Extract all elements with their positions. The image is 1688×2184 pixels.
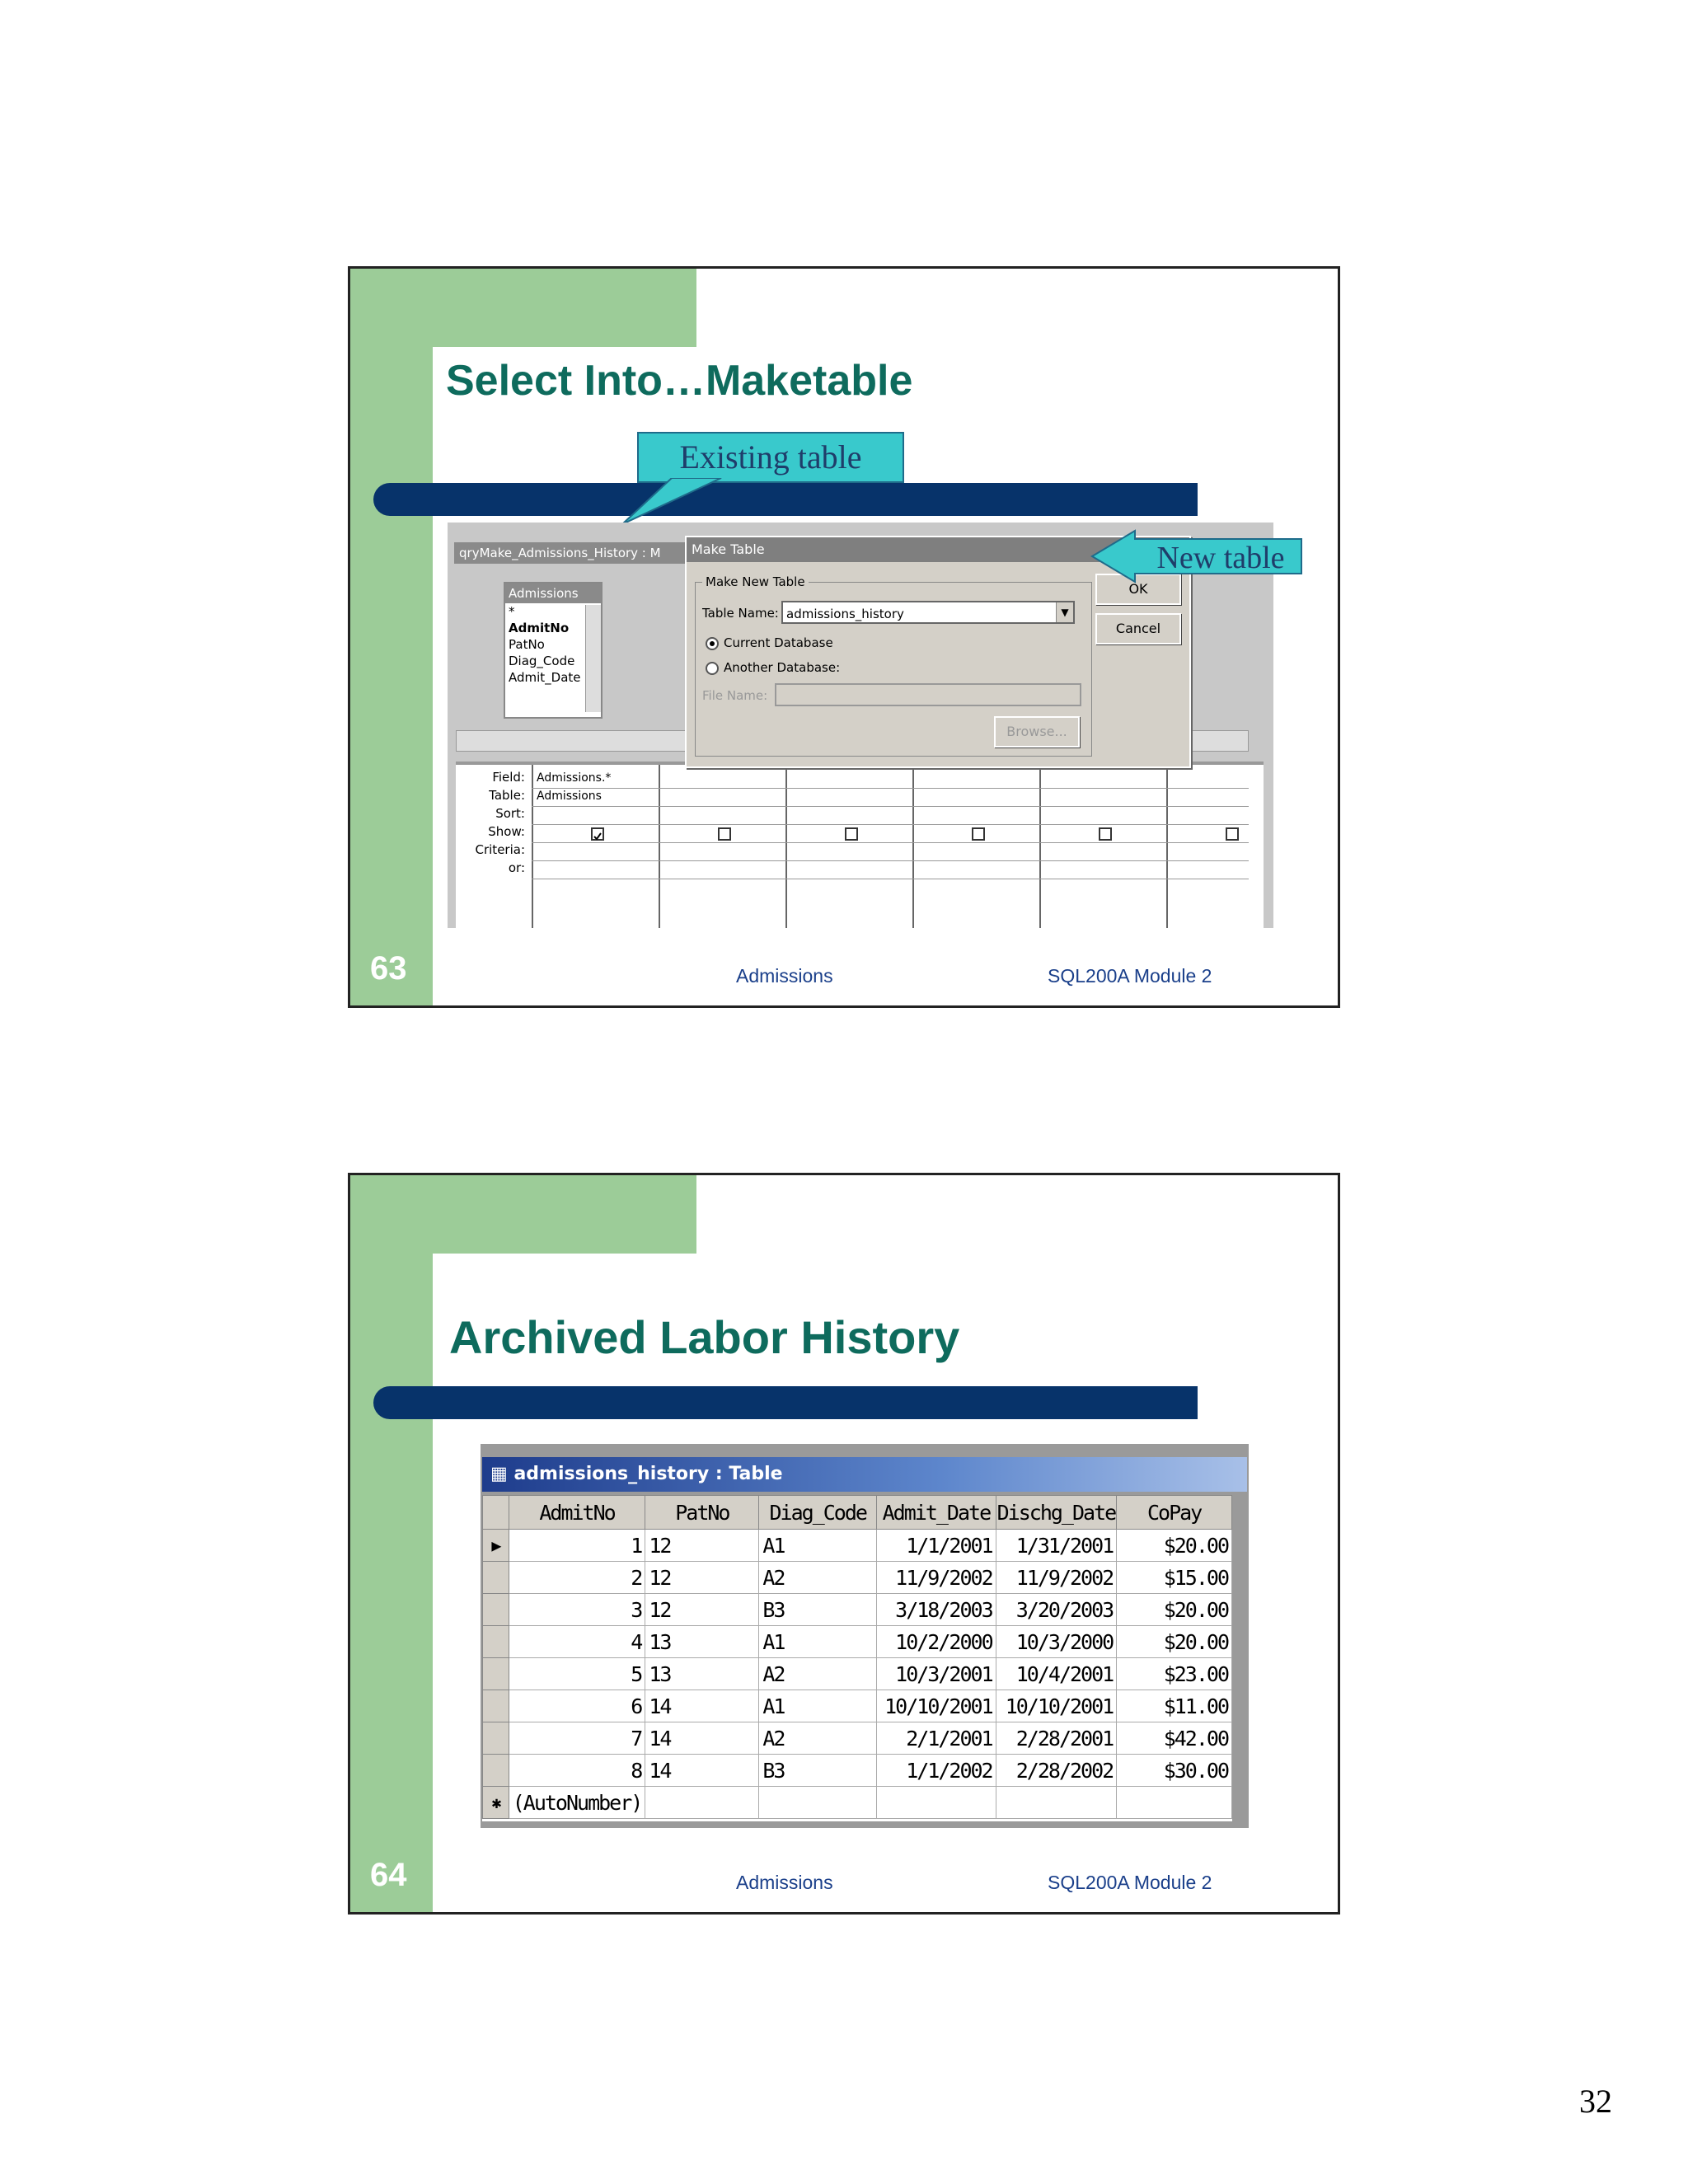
- cell-copay[interactable]: $15.00: [1117, 1562, 1232, 1594]
- cell-copay[interactable]: $20.00: [1117, 1594, 1232, 1626]
- column-header[interactable]: Admit_Date: [877, 1496, 996, 1530]
- footer-center: Admissions: [736, 1872, 833, 1893]
- admissions-history-table: [482, 1495, 1232, 1819]
- cell-dischg-date[interactable]: 1/31/2001: [996, 1530, 1117, 1562]
- show-checkbox[interactable]: [845, 827, 858, 841]
- cell-dischg-date[interactable]: 10/3/2000: [996, 1626, 1117, 1658]
- grid-table-value[interactable]: Admissions: [537, 790, 602, 803]
- row-selector[interactable]: [483, 1755, 509, 1787]
- grid-column[interactable]: [659, 765, 787, 928]
- table-row[interactable]: [483, 1562, 1232, 1594]
- grid-line: [532, 860, 1249, 861]
- table-row[interactable]: [483, 1530, 1232, 1562]
- cell-admitno[interactable]: 1: [509, 1530, 645, 1562]
- cell-copay[interactable]: $30.00: [1117, 1755, 1232, 1787]
- current-database-label: Current Database: [724, 635, 833, 650]
- row-selector[interactable]: [483, 1594, 509, 1626]
- grid-column[interactable]: [1039, 765, 1168, 928]
- grid-label-or: or:: [508, 860, 525, 875]
- green-side-band: [350, 1175, 433, 1912]
- cell-admitno[interactable]: 6: [509, 1690, 645, 1722]
- row-selector[interactable]: [483, 1722, 509, 1755]
- empty-cell[interactable]: [645, 1787, 759, 1819]
- cell-admitno[interactable]: 2: [509, 1562, 645, 1594]
- cell-admit-date[interactable]: 2/1/2001: [877, 1722, 996, 1755]
- cell-dischg-date[interactable]: 11/9/2002: [996, 1562, 1117, 1594]
- field-list-item[interactable]: PatNo: [509, 637, 545, 652]
- cell-patno[interactable]: 14: [645, 1690, 759, 1722]
- new-record-icon[interactable]: ✱: [483, 1787, 509, 1819]
- grid-label-field: Field:: [492, 770, 525, 785]
- slide-number: 63: [370, 950, 407, 987]
- slide-title: Archived Labor History: [449, 1311, 960, 1363]
- field-list-title: Admissions: [505, 583, 601, 603]
- grid-label-table: Table:: [489, 788, 525, 803]
- show-checkbox[interactable]: [591, 827, 604, 841]
- new-record-row[interactable]: [483, 1787, 1232, 1819]
- page-number: 32: [1579, 2083, 1612, 2120]
- cell-diag-code[interactable]: A1: [759, 1530, 877, 1562]
- another-database-label: Another Database:: [724, 660, 841, 675]
- cell-copay[interactable]: $42.00: [1117, 1722, 1232, 1755]
- footer-center: Admissions: [736, 965, 833, 987]
- cell-admit-date[interactable]: 10/3/2001: [877, 1658, 996, 1690]
- cell-admitno[interactable]: 7: [509, 1722, 645, 1755]
- cell-diag-code[interactable]: A2: [759, 1722, 877, 1755]
- cell-dischg-date[interactable]: 2/28/2002: [996, 1755, 1117, 1787]
- table-name-label: Table Name:: [702, 606, 779, 621]
- row-selector[interactable]: [483, 1562, 509, 1594]
- cell-patno[interactable]: 12: [645, 1562, 759, 1594]
- existing-table-callout: Existing table: [637, 432, 904, 483]
- cell-patno[interactable]: 13: [645, 1658, 759, 1690]
- cell-admitno[interactable]: 4: [509, 1626, 645, 1658]
- new-table-callout: New table: [1156, 541, 1285, 575]
- slide-title: Select Into…Maketable: [446, 357, 913, 405]
- cell-diag-code[interactable]: A2: [759, 1658, 877, 1690]
- cell-patno[interactable]: 14: [645, 1722, 759, 1755]
- table-row[interactable]: [483, 1658, 1232, 1690]
- autonumber-cell[interactable]: (AutoNumber): [509, 1787, 645, 1819]
- selector-header: [483, 1496, 509, 1530]
- grid-column[interactable]: [785, 765, 914, 928]
- empty-cell[interactable]: [759, 1787, 877, 1819]
- browse-button[interactable]: Browse...: [994, 716, 1080, 748]
- show-checkbox[interactable]: [1099, 827, 1112, 841]
- empty-cell[interactable]: [996, 1787, 1117, 1819]
- column-header[interactable]: Dischg_Date: [996, 1496, 1117, 1530]
- cancel-button[interactable]: Cancel: [1095, 613, 1181, 644]
- grid-label-show: Show:: [488, 824, 525, 839]
- grid-field-value[interactable]: Admissions.*: [537, 771, 612, 785]
- cell-admitno[interactable]: 5: [509, 1658, 645, 1690]
- cell-admit-date[interactable]: 11/9/2002: [877, 1562, 996, 1594]
- cell-admit-date[interactable]: 10/2/2000: [877, 1626, 996, 1658]
- table-icon: ▦: [490, 1464, 514, 1484]
- green-side-band: [350, 269, 433, 1005]
- show-checkbox[interactable]: [972, 827, 985, 841]
- group-label: Make New Table: [702, 574, 809, 589]
- footer-right: SQL200A Module 2: [1048, 1872, 1212, 1893]
- another-database-radio[interactable]: [706, 662, 719, 675]
- cell-dischg-date[interactable]: 3/20/2003: [996, 1594, 1117, 1626]
- table-row[interactable]: [483, 1722, 1232, 1755]
- table-window-title: [482, 1457, 1247, 1492]
- design-grid: [456, 762, 1264, 928]
- footer-right: SQL200A Module 2: [1048, 965, 1212, 987]
- cell-diag-code[interactable]: B3: [759, 1755, 877, 1787]
- cell-patno[interactable]: 12: [645, 1594, 759, 1626]
- grid-line: [532, 824, 1249, 825]
- title-underline-bar: [373, 1386, 1198, 1419]
- cell-diag-code[interactable]: A1: [759, 1690, 877, 1722]
- column-header[interactable]: PatNo: [645, 1496, 759, 1530]
- table-row[interactable]: [483, 1594, 1232, 1626]
- field-list-item[interactable]: Diag_Code: [509, 654, 575, 668]
- table-name-input[interactable]: [781, 601, 1075, 624]
- chevron-down-icon[interactable]: ▼: [1056, 602, 1073, 622]
- slide-64: [348, 1173, 1340, 1915]
- title-underline-bar: [373, 483, 1198, 516]
- cell-admitno[interactable]: 8: [509, 1755, 645, 1787]
- field-list-scrollbar[interactable]: [585, 605, 601, 712]
- dialog-title: Make Table: [687, 537, 1189, 562]
- cell-patno[interactable]: 12: [645, 1530, 759, 1562]
- grid-column[interactable]: [912, 765, 1041, 928]
- column-header[interactable]: CoPay: [1117, 1496, 1232, 1530]
- admissions-field-list: [504, 582, 603, 719]
- cell-patno[interactable]: 13: [645, 1626, 759, 1658]
- cell-dischg-date[interactable]: 10/4/2001: [996, 1658, 1117, 1690]
- row-selector[interactable]: [483, 1690, 509, 1722]
- cell-copay[interactable]: $20.00: [1117, 1626, 1232, 1658]
- cell-admit-date[interactable]: 10/10/2001: [877, 1690, 996, 1722]
- grid-label-criteria: Criteria:: [475, 842, 525, 857]
- datasheet-body: [482, 1495, 1232, 1821]
- column-header[interactable]: Diag_Code: [759, 1496, 877, 1530]
- cell-dischg-date[interactable]: 10/10/2001: [996, 1690, 1117, 1722]
- field-list-item[interactable]: AdmitNo: [509, 621, 570, 635]
- empty-cell[interactable]: [877, 1787, 996, 1819]
- grid-row-labels: [456, 770, 530, 879]
- show-checkbox[interactable]: [718, 827, 731, 841]
- make-new-table-group: [695, 574, 1092, 757]
- existing-callout-pointer: [622, 478, 754, 527]
- ok-button[interactable]: OK: [1095, 574, 1181, 605]
- cell-admit-date[interactable]: 1/1/2001: [877, 1530, 996, 1562]
- cell-patno[interactable]: 14: [645, 1755, 759, 1787]
- field-list-item[interactable]: *: [509, 604, 515, 619]
- table-row[interactable]: [483, 1755, 1232, 1787]
- grid-label-sort: Sort:: [495, 806, 525, 821]
- table-window-title-text: admissions_history : Table: [513, 1464, 783, 1484]
- cell-dischg-date[interactable]: 2/28/2001: [996, 1722, 1117, 1755]
- table-row[interactable]: [483, 1626, 1232, 1658]
- row-selector[interactable]: [483, 1626, 509, 1658]
- cell-copay[interactable]: $23.00: [1117, 1658, 1232, 1690]
- query-window-title: qryMake_Admissions_History : M: [454, 542, 698, 564]
- file-name-label: File Name:: [702, 688, 768, 703]
- table-header-row: [483, 1496, 1232, 1530]
- slide-number: 64: [370, 1857, 407, 1893]
- table-datasheet-window: [481, 1444, 1249, 1828]
- show-checkbox[interactable]: [1226, 827, 1239, 841]
- cell-copay[interactable]: $20.00: [1117, 1530, 1232, 1562]
- empty-cell[interactable]: [1117, 1787, 1232, 1819]
- row-selector[interactable]: [483, 1658, 509, 1690]
- grid-column[interactable]: [1166, 765, 1273, 928]
- table-name-value: admissions_history: [786, 607, 904, 621]
- cell-copay[interactable]: $11.00: [1117, 1690, 1232, 1722]
- field-list-item[interactable]: Admit_Date: [509, 670, 581, 685]
- cell-admit-date[interactable]: 1/1/2002: [877, 1755, 996, 1787]
- cell-diag-code[interactable]: B3: [759, 1594, 877, 1626]
- slide-63: [348, 266, 1340, 1008]
- cell-admit-date[interactable]: 3/18/2003: [877, 1594, 996, 1626]
- cell-diag-code[interactable]: A1: [759, 1626, 877, 1658]
- current-database-radio[interactable]: [706, 637, 719, 650]
- column-header[interactable]: AdmitNo: [509, 1496, 645, 1530]
- file-name-input[interactable]: [775, 683, 1081, 706]
- cell-diag-code[interactable]: A2: [759, 1562, 877, 1594]
- current-record-icon[interactable]: ▶: [483, 1530, 509, 1562]
- grid-line: [532, 806, 1249, 807]
- grid-line: [532, 842, 1249, 843]
- grid-line: [532, 788, 1249, 789]
- table-row[interactable]: [483, 1690, 1232, 1722]
- cell-admitno[interactable]: 3: [509, 1594, 645, 1626]
